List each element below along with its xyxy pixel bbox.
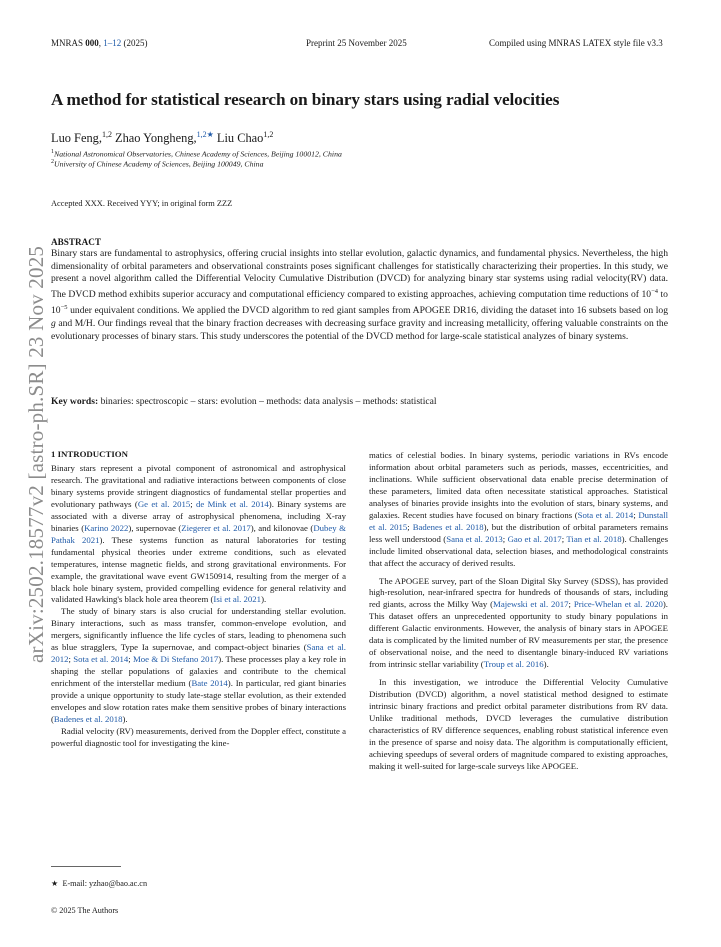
affiliation-2 [51,159,263,169]
paragraph-text: Binary stars represent a pivotal component of astronomical and astrophysical research. The gravitational and radiative interactions between components of close binary systems provide stringent diagnostics of fundamental stellar properties and evolutionary pathways ( [51,463,346,509]
journal-year: (2025) [123,38,148,48]
citation-link[interactable]: Bate 2014 [191,678,228,689]
citation-link[interactable]: Gao et al. 2017 [507,533,562,544]
journal-name: MNRAS [51,38,84,48]
intro-paragraph-2 [51,606,346,726]
paragraph-text: ; [568,599,574,610]
footnote-rule [51,866,121,867]
copyright: © 2025 The Authors [51,906,119,915]
citation-link[interactable]: Sana et al. 2012 [51,642,346,665]
author-name: Luo Feng, [51,131,102,146]
author-affiliation-marker: 1,2 [101,130,112,139]
affiliation-1-text: National Astronomical Observatories, Chinese Academy of Sciences, Beijing 100012, China [54,149,342,159]
abstract-part: g [51,317,56,329]
intro-paragraph-1 [51,463,346,606]
paragraph-text: ; [561,533,567,544]
footnote-marker: ★ [51,879,59,888]
intro-paragraph-3: Radial velocity (RV) measurements, derived from the Doppler effect, constitute a powerful diagnostic tool for investigating the kine- [51,725,346,748]
paragraph-text: ). [543,659,549,670]
citation-link[interactable]: Ziegerer et al. 2017 [181,522,251,533]
affiliation-1 [51,149,342,159]
intro-paragraph-6: In this investigation, we introduce the Differential Velocity Cumulative Distribution (DVCD) algorithm, a novel statistical method designed to estimate intrinsic binary fractions and predict orbital parameter distributions from RV data. Unlike traditional methods, DVCD leverages the cumulative distribution characteristics of RV difference sequences, enabling robust statistical inference even in the presence of sparse and noisy data. The algorithm is computationally efficient, achieving speedups of several orders of magnitude compared to existing approaches, making it well-suited for large-scale surveys like APOGEE. [369,677,668,771]
paragraph-text: ; [68,654,74,665]
citation-link[interactable]: Sota et al. 2014 [73,654,129,665]
paragraph-text: matics of celestial bodies. In binary systems, periodic variations in RVs encode information about orbital parameters such as periods, masses, eccentricities, and inclinations. While sufficient observational data enable precise determination of these parameters, limited data often necessitate statistical approaches. Statistical analyses of binaries provide insights into the evolution of stars, binary systems, and galaxies. Recent studies have focused on binary fractions ( [369,450,668,520]
citation-link[interactable]: Troup et al. 2016 [483,659,544,670]
citation-link[interactable]: Karino 2022 [84,522,129,533]
citation-link[interactable]: Dubey & Pathak 2021 [51,522,346,545]
paragraph-text: ), and kilonovae ( [250,522,314,533]
running-header-journal: MNRAS 000, 1–12 (2025) [51,38,148,48]
right-column [369,450,668,773]
citation-link[interactable]: Isi et al. 2021 [213,594,262,605]
paragraph-text: ), but the distribution of orbital parameters remains less well understood ( [369,521,668,544]
affiliation-2-text: University of Chinese Academy of Sciences, Beijing 100049, China [54,159,264,169]
author-affiliation-marker: 1,2 [263,130,274,139]
intro-paragraph-5 [369,576,668,672]
keywords-text: binaries: spectroscopic – stars: evolution – methods: data analysis – methods: statistical [100,396,437,407]
abstract-part: under equivalent conditions. We applied the DVCD algorithm to red giant samples from APOGEE DR16, dividing the dataset into 16 subsets based on log [67,305,668,317]
keywords-label: Key words: [51,396,99,407]
paragraph-text: ). Binary systems are associated with a diverse array of astrophysical phenomena, including X-ray binaries ( [51,498,347,533]
exponent: −4 [651,288,658,296]
citation-link[interactable]: Sota et al. 2014 [577,509,634,520]
footnote-email: E-mail: yzhao@bao.ac.cn [62,879,148,888]
citation-link[interactable]: Moe & Di Stefano 2017 [132,654,219,665]
exponent: −5 [60,304,68,311]
preprint-date: Preprint 25 November 2025 [306,38,407,48]
citation-link[interactable]: Badenes et al. 2018 [412,521,484,532]
keywords [51,396,437,407]
paragraph-text: ; [407,521,413,532]
author-name: Zhao Yongheng, [115,131,197,146]
paragraph-text: ; [633,509,639,520]
abstract-part: Binary stars are fundamental to astrophysics, offering crucial insights into stellar evolution, galactic dynamics, and fundamental physics. Nevertheless, the high dimensionality of orbital parameters and observational constraints poses significant challenges for statistically characterizing their properties. In this study, we present a novel algorithm called the Differential Velocity Cumulative Distribution (DVCD) for analyzing binary star systems using radial velocity(RV) data. The DVCD method exhibits superior accuracy and computational efficiency compared to existing approaches, achieving computation time reductions of 10 [51,248,668,301]
paragraph-text: ), supernovae ( [128,522,182,533]
citation-link[interactable]: Badenes et al. 2018 [53,714,123,725]
citation-link[interactable]: Dunstall et al. 2015 [369,509,669,532]
abstract-part: and M/H. Our findings reveal that the binary fraction decreases with decreasing surface gravity and increasing metallicity, offering valuable constraints on the evolutionary processes of binary stars. This study underscores the potential of the DVCD method for large-scale statistical analyzes of binary systems. [51,317,668,342]
paragraph-text: ). In particular, red giant binaries provide a unique opportunity to study late-stage stellar evolution, as their extended envelopes and slow rotation rates make them sensitive probes of binary interactions ( [51,678,346,725]
paragraph-text: ). Challenges include limited observational data, selection biases, and methodological constraints that affect the accuracy of derived results. [369,533,669,568]
paragraph-text: ). This dataset offers an unprecedented opportunity to study binary populations in different Galactic environments. However, the analysis of binary stars in APOGEE data is complicated by the limited number of RV measurements per star, the presence of observational noise, and the need to disentangle binary-induced RV variations from intrinsic stellar variability ( [369,599,668,670]
acceptance-line: Accepted XXX. Received YYY; in original form ZZZ [51,199,233,208]
footnote [51,878,147,888]
section-heading: 1 INTRODUCTION [51,449,128,459]
paragraph-text: ). These systems function as natural laboratories for testing fundamental physical theories under extreme conditions, such as elevated temperatures, intense magnetic fields, and strong gravitational environments. For example, the gravitational wave event GW150914, resulting from the merger of a black hole binary system, provided compelling evidence for general relativity and validated Hawking's black hole area theorem ( [51,534,346,605]
citation-link[interactable]: Majewski et al. 2017 [493,599,569,610]
citation-link[interactable]: Price-Whelan et al. 2020 [573,599,663,610]
paragraph-text: ; [190,498,197,509]
paragraph-text: ). These processes play a key role in shaping the stellar populations of galaxies and contribute to the chemical enrichment of the interstellar medium ( [51,654,346,689]
author-name: Liu Chao [216,131,264,146]
page-range-link[interactable]: 1–12 [103,38,122,48]
left-column [51,463,346,750]
author-affiliation-marker: 1,2★ [196,130,214,139]
citation-link[interactable]: Ge et al. 2015 [137,498,191,509]
paragraph-text: The APOGEE survey, part of the Sloan Digital Sky Survey (SDSS), has provided high-resolution, near-infrared spectra for hundreds of thousands of stars, including red giants, across the Milky Way ( [369,575,668,610]
arxiv-identifier[interactable]: arXiv:2502.18577v2 [astro-ph.SR] 23 Nov 2025 [24,245,48,663]
paragraph-text: ; [128,654,133,665]
citation-link[interactable]: de Mink et al. 2014 [196,498,269,509]
abstract-part: to 10 [51,289,668,317]
affiliation-1-marker: 1 [51,149,54,155]
abstract-text [51,248,668,343]
paragraph-text: ). [122,714,128,725]
abstract-heading: ABSTRACT [51,237,102,247]
paragraph-text: ; [502,533,508,544]
author-list [51,130,273,146]
citation-link[interactable]: Tian et al. 2018 [566,533,622,544]
affiliation-2-marker: 2 [51,159,54,165]
intro-paragraph-4 [369,450,668,570]
journal-volume: 000 [85,38,99,48]
paper-title: A method for statistical research on binary stars using radial velocities [51,90,560,109]
citation-link[interactable]: Sana et al. 2013 [446,533,503,544]
paragraph-text: ). [261,594,267,605]
compiled-note: Compiled using MNRAS LATEX style file v3.3 [489,38,663,48]
paragraph-text: The study of binary stars is also crucial for understanding stellar evolution. Binary interactions, such as mass transfer, common-envelope evolution, and mergers, significantly influence the life cycles of stars, leading to phenomena such as blue stragglers, Type Ia supernovae, and compact-object binaries ( [51,606,346,653]
